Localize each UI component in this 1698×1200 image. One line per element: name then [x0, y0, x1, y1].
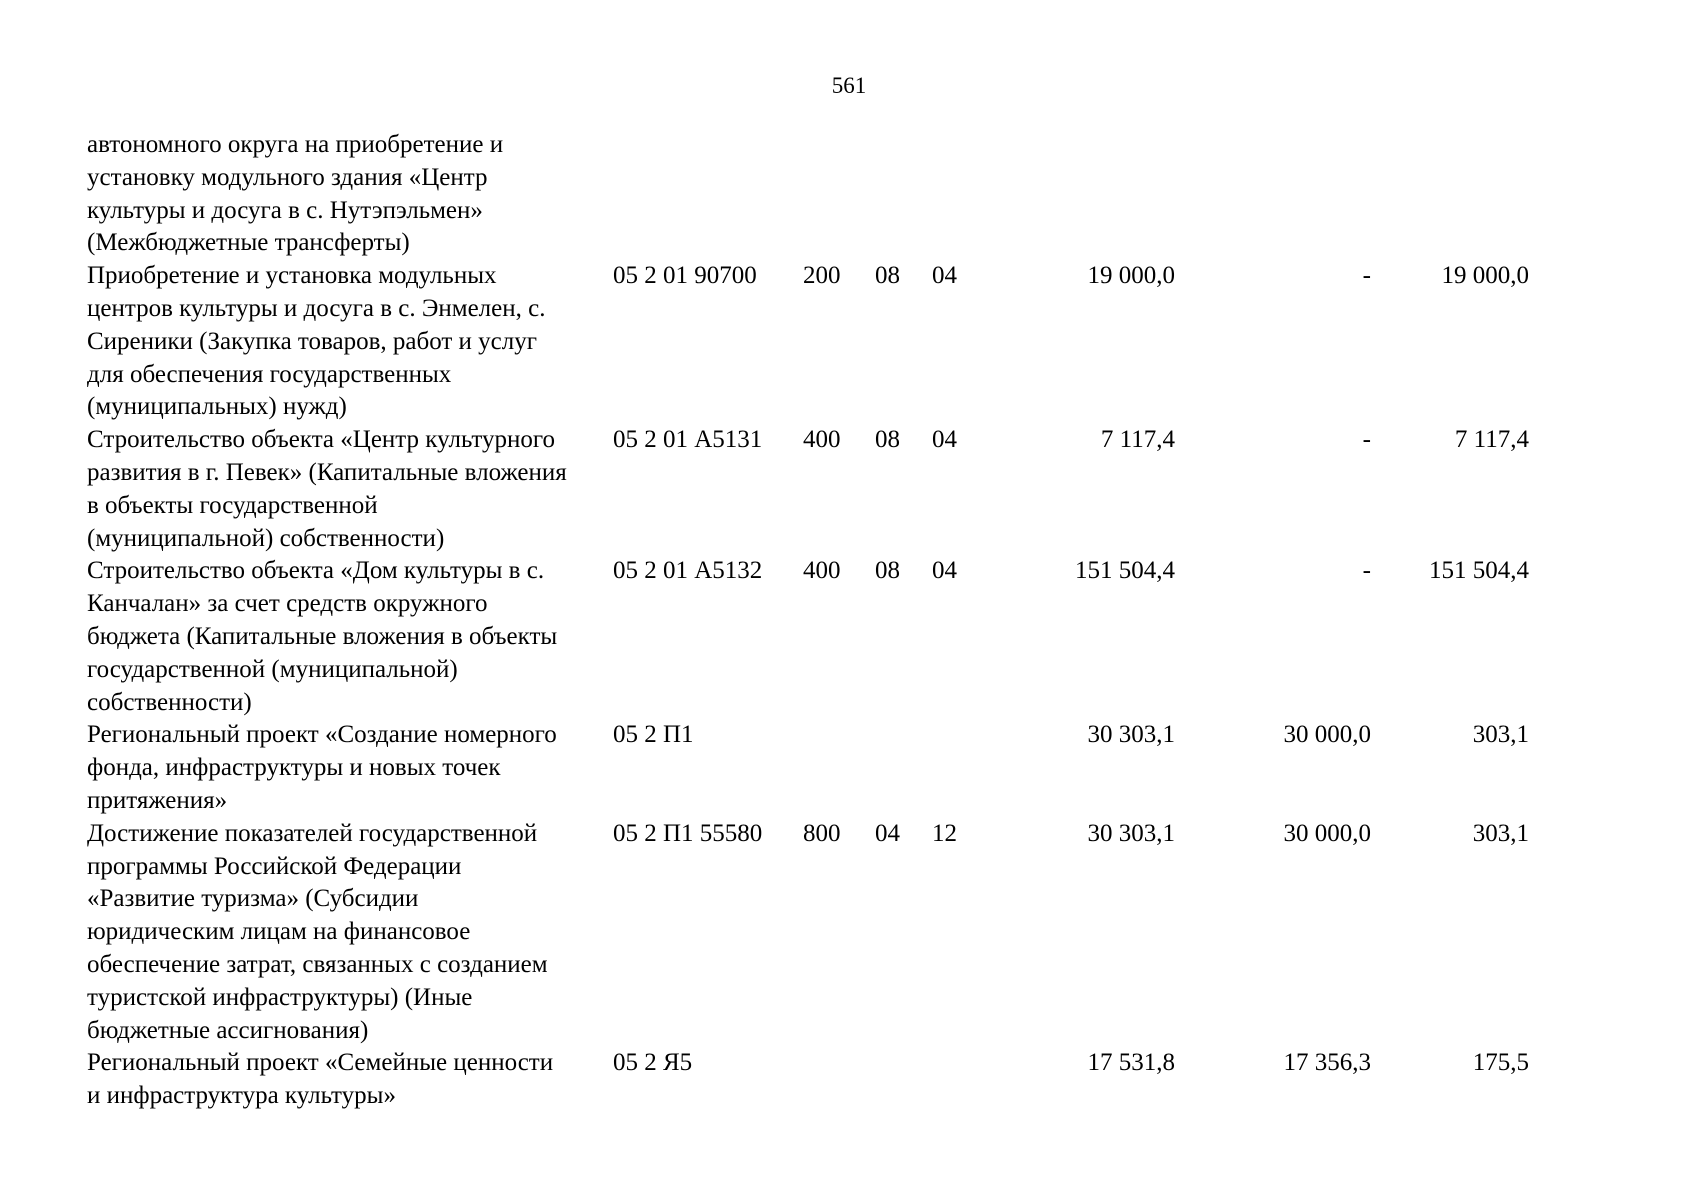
amount-federal: 30 000,0	[1283, 721, 1371, 749]
program-code: 05 2 П1 55580	[613, 819, 763, 847]
expense-type-code: 400	[803, 557, 841, 585]
description-line: Региональный проект «Семейные ценности	[87, 1049, 554, 1077]
program-code: 05 2 01 90700	[613, 262, 757, 290]
description-line: Строительство объекта «Центр культурного	[87, 426, 556, 454]
row-description	[87, 260, 613, 424]
description-line: культуры и досуга в с. Нутэпэльмен»	[87, 196, 483, 224]
amount-regional: 175,5	[1472, 1049, 1529, 1077]
description-line: и инфраструктура культуры»	[87, 1082, 396, 1110]
program-code: 05 2 П1	[613, 721, 694, 749]
section-code: 04	[875, 819, 900, 847]
description-line: «Развитие туризма» (Субсидии	[87, 885, 419, 913]
amount-total: 19 000,0	[1087, 262, 1175, 290]
amount-federal: 17 356,3	[1283, 1049, 1371, 1077]
program-code: 05 2 01 А5132	[613, 557, 763, 585]
subsection-code: 04	[932, 557, 957, 585]
table-row	[87, 555, 1627, 719]
amount-federal: 30 000,0	[1283, 819, 1371, 847]
table-row	[87, 818, 1627, 1048]
amount-total: 17 531,8	[1087, 1049, 1175, 1077]
expense-type-code: 800	[803, 819, 841, 847]
table-row	[87, 260, 1627, 424]
section-code: 08	[875, 426, 900, 454]
section-code: 08	[875, 557, 900, 585]
description-line: собственности)	[87, 688, 252, 716]
table-row	[87, 424, 1627, 555]
program-code: 05 2 Я5	[613, 1049, 693, 1077]
description-line: туристской инфраструктуры) (Иные	[87, 983, 473, 1011]
row-description	[87, 818, 613, 1048]
row-description	[87, 555, 613, 719]
subsection-code: 04	[932, 262, 957, 290]
description-line: в объекты государственной	[87, 491, 378, 519]
amount-federal: -	[1362, 557, 1371, 585]
amount-regional: 151 504,4	[1429, 557, 1529, 585]
expense-type-code: 200	[803, 262, 841, 290]
description-line: центров культуры и досуга в с. Энмелен, с.	[87, 294, 546, 322]
description-line: бюджетные ассигнования)	[87, 1016, 369, 1044]
amount-federal: -	[1362, 426, 1371, 454]
description-line: государственной (муниципальной)	[87, 655, 458, 683]
amount-regional: 19 000,0	[1441, 262, 1529, 290]
amount-total: 30 303,1	[1087, 721, 1175, 749]
table-row	[87, 1047, 1627, 1113]
description-line: программы Российской Федерации	[87, 852, 462, 880]
row-description	[87, 129, 613, 260]
table-row	[87, 129, 1627, 260]
description-line: юридическим лицам на финансовое	[87, 918, 471, 946]
description-line: бюджета (Капитальные вложения в объекты	[87, 622, 558, 650]
expense-type-code: 400	[803, 426, 841, 454]
program-code: 05 2 01 А5131	[613, 426, 763, 454]
page-number: 561	[831, 73, 867, 98]
description-line: Канчалан» за счет средств окружного	[87, 590, 488, 618]
subsection-code: 12	[932, 819, 957, 847]
section-code: 08	[875, 262, 900, 290]
row-description	[87, 424, 613, 555]
amount-regional: 303,1	[1472, 819, 1529, 847]
description-line: Достижение показателей государственной	[87, 819, 538, 847]
description-line: (Межбюджетные трансферты)	[87, 229, 410, 257]
description-line: установку модульного здания «Центр	[87, 163, 488, 191]
description-line: Приобретение и установка модульных	[87, 262, 497, 290]
amount-total: 7 117,4	[1100, 426, 1175, 454]
description-line: (муниципальных) нужд)	[87, 393, 347, 421]
row-description	[87, 719, 613, 817]
description-line: Региональный проект «Создание номерного	[87, 721, 557, 749]
amount-federal: -	[1362, 262, 1371, 290]
amount-regional: 303,1	[1472, 721, 1529, 749]
description-line: развития в г. Певек» (Капитальные вложения	[87, 458, 567, 486]
amount-regional: 7 117,4	[1454, 426, 1529, 454]
amount-total: 151 504,4	[1075, 557, 1175, 585]
subsection-code: 04	[932, 426, 957, 454]
description-line: притяжения»	[87, 786, 228, 814]
description-line: обеспечение затрат, связанных с созданием	[87, 950, 548, 978]
description-line: (муниципальной) собственности)	[87, 524, 445, 552]
amount-total: 30 303,1	[1087, 819, 1175, 847]
row-description	[87, 1047, 613, 1113]
description-line: автономного округа на приобретение и	[87, 131, 504, 158]
description-line: Строительство объекта «Дом культуры в с.	[87, 557, 545, 585]
description-line: для обеспечения государственных	[87, 360, 452, 388]
description-line: Сиреники (Закупка товаров, работ и услуг	[87, 327, 537, 355]
budget-table	[87, 129, 1627, 1113]
description-line: фонда, инфраструктуры и новых точек	[87, 754, 501, 782]
table-row	[87, 719, 1627, 817]
